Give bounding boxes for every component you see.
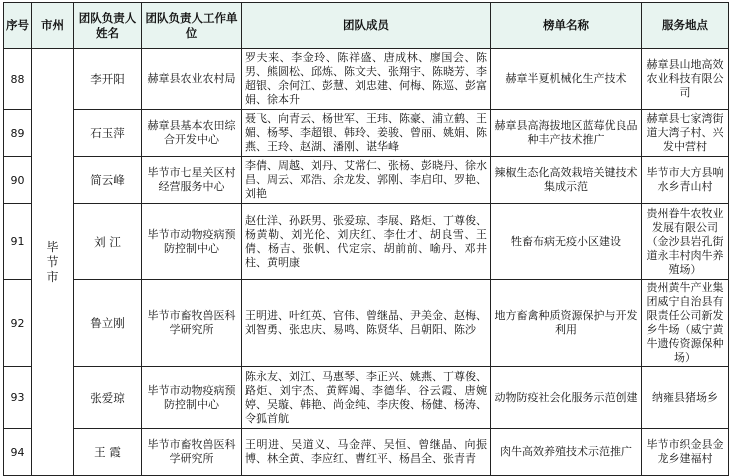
row-list-name: 辣椒生态化高效栽培关键技术集成示范 (491, 157, 642, 204)
row-seq: 90 (4, 157, 32, 204)
row-unit: 赫章县农业农村局 (142, 49, 242, 110)
row-list-name: 赫章县高海拔地区蓝莓优良品种丰产技术推广 (491, 110, 642, 157)
header-place: 服务地点 (642, 3, 729, 49)
row-members: 聂飞、向青云、杨世军、王玮、陈豪、浦立鹤、王媚、杨琴、李超银、韩玲、姜骏、曾丽、姚娟、陈燕、王玲、赵湖、潘刚、谌华峰 (242, 110, 491, 157)
header-leader: 团队负责人姓名 (74, 3, 142, 49)
row-place: 毕节市大方县响水乡青山村 (642, 157, 729, 204)
row-leader: 简云峰 (74, 157, 142, 204)
table-row (4, 110, 729, 157)
table-row (4, 49, 729, 110)
row-seq: 92 (4, 280, 32, 367)
city-name: 毕节市 (46, 239, 59, 284)
row-list-name: 牲畜布病无疫小区建设 (491, 204, 642, 280)
row-leader: 刘 江 (74, 204, 142, 280)
row-list-name: 动物防疫社会化服务示范创建 (491, 367, 642, 429)
row-list-name: 地方畜禽种质资源保护与开发利用 (491, 280, 642, 367)
table-row (4, 157, 729, 204)
row-unit: 赫章县基本农田综合开发中心 (142, 110, 242, 157)
table-row (4, 280, 729, 367)
row-leader: 王 霞 (74, 429, 142, 476)
row-members: 赵仕洋、孙跃男、张爱琼、李展、路炬、丁尊俊、杨黄勒、刘光伦、刘庆红、李仕才、胡良雪、王倩、杨吉、张帆、代定宗、胡前前、喻丹、邓井柱、黄明康 (242, 204, 491, 280)
row-unit: 毕节市动物疫病预防控制中心 (142, 204, 242, 280)
row-leader: 张爱琼 (74, 367, 142, 429)
header-seq: 序号 (4, 3, 32, 49)
row-seq: 88 (4, 49, 32, 110)
table-row (4, 367, 729, 429)
row-place: 贵州眷牛农牧业发展有限公司（金沙县岩孔街道永丰村肉牛养殖场） (642, 204, 729, 280)
header-city: 市州 (32, 3, 74, 49)
row-unit: 毕节市动物疫病预防控制中心 (142, 367, 242, 429)
row-place: 毕节市织金县金龙乡建福村 (642, 429, 729, 476)
row-place: 纳雍县猪场乡 (642, 367, 729, 429)
row-seq: 93 (4, 367, 32, 429)
row-unit: 毕节市畜牧兽医科学研究所 (142, 280, 242, 367)
row-place: 赫章县山地高效农业科技有限公司 (642, 49, 729, 110)
table-header-row (4, 3, 729, 49)
row-members: 李倩、周越、刘丹、艾常仁、张杨、彭晓丹、徐水昌、周云、邓浩、余龙发、郭刚、李启印、罗艳、刘艳 (242, 157, 491, 204)
row-unit: 毕节市畜牧兽医科学研究所 (142, 429, 242, 476)
row-leader: 鲁立刚 (74, 280, 142, 367)
header-members: 团队成员 (242, 3, 491, 49)
row-place: 赫章县七家湾街道大湾子村、兴发中营村 (642, 110, 729, 157)
header-unit: 团队负责人工作单位 (142, 3, 242, 49)
row-members: 罗夫来、李金玲、陈祥盛、唐成林、廖国会、陈男、熊圆松、邱炼、陈文夫、张翔宇、陈晓芳、李超银、余何江、彭慧、刘忠建、何梅、陈巡、彭富娟、徐本升 (242, 49, 491, 110)
table-row (4, 204, 729, 280)
row-seq: 94 (4, 429, 32, 476)
row-unit: 毕节市七星关区村经营服务中心 (142, 157, 242, 204)
row-seq: 89 (4, 110, 32, 157)
team-list-table (3, 2, 729, 476)
row-place: 贵州黄牛产业集团威宁自治县有限责任公司新发乡牛场（威宁黄牛遗传资源保种场） (642, 280, 729, 367)
city-cell (32, 49, 74, 476)
row-seq: 91 (4, 204, 32, 280)
row-list-name: 肉牛高效养殖技术示范推广 (491, 429, 642, 476)
row-members: 陈永友、刘江、马惠琴、李正兴、姚燕、丁尊俊、路炬、刘宇杰、黄辉竭、李德华、谷云霞、唐婉婷、吴璇、韩艳、尚金纯、李庆俊、杨健、杨涛、令狐首航 (242, 367, 491, 429)
row-list-name: 赫章半夏机械化生产技术 (491, 49, 642, 110)
header-list-name: 榜单名称 (491, 3, 642, 49)
row-members: 王明进、叶红英、官伟、曾继晶、尹美金、赵梅、刘智勇、张忠庆、易鸣、陈贤华、吕朝阳、陈沙 (242, 280, 491, 367)
row-leader: 石玉萍 (74, 110, 142, 157)
row-leader: 李开阳 (74, 49, 142, 110)
row-members: 王明进、吴道义、马金萍、吴恒、曾继晶、向振博、林全黄、李应红、曹红平、杨昌全、张青青 (242, 429, 491, 476)
table-row (4, 429, 729, 476)
